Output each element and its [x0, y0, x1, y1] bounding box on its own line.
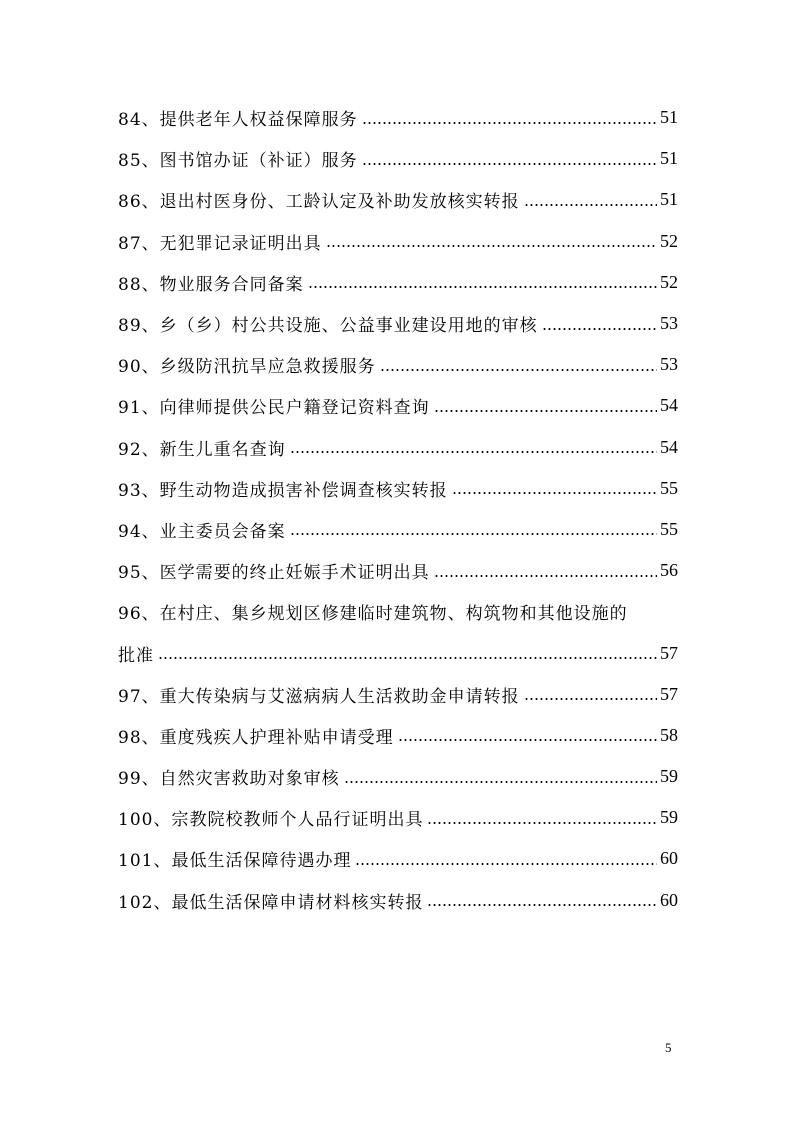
toc-dot-leader: [524, 204, 657, 206]
toc-entry-title: 批准: [118, 645, 154, 666]
toc-entry-page: 51: [660, 189, 678, 210]
toc-dot-leader: [344, 781, 657, 783]
toc-dot-leader: [452, 492, 657, 494]
toc-entry-page: 60: [660, 848, 678, 869]
toc-entry-page: 60: [660, 889, 678, 910]
page-number: 5: [665, 1040, 672, 1055]
toc-dot-leader: [290, 533, 657, 535]
toc-entry[interactable]: [118, 385, 678, 426]
toc-entry-page: 51: [660, 107, 678, 128]
toc-entry[interactable]: [118, 179, 678, 220]
toc-dot-leader: [380, 369, 657, 371]
toc-dot-leader: [398, 739, 657, 741]
toc-dot-leader: [434, 575, 657, 577]
toc-entry[interactable]: [118, 509, 678, 550]
toc-entry-page: 58: [660, 724, 678, 745]
toc-entry[interactable]: [118, 838, 678, 879]
toc-dot-leader: [355, 863, 657, 865]
toc-entry-title: 95、医学需要的终止妊娠手术证明出具: [118, 563, 430, 584]
toc-entry-title: 86、退出村医身份、工龄认定及补助发放核实转报: [118, 192, 520, 213]
toc-entry-title: 85、图书馆办证（补证）服务: [118, 151, 358, 172]
toc-entry-page: 54: [660, 436, 678, 457]
toc-entry[interactable]: [118, 550, 678, 591]
toc-entry-page: 54: [660, 395, 678, 416]
toc-entry-title: 90、乡级防汛抗旱应急救援服务: [118, 357, 376, 378]
toc-dot-leader: [362, 122, 657, 124]
toc-dot-leader: [434, 410, 657, 412]
toc-entry[interactable]: [118, 715, 678, 756]
toc-entry[interactable]: [118, 427, 678, 468]
toc-dot-leader: [308, 286, 657, 288]
toc-entry[interactable]: [118, 97, 678, 138]
toc-entry-page: 55: [660, 477, 678, 498]
toc-entry-page: 57: [660, 642, 678, 663]
toc-entry-title: 92、新生儿重名查询: [118, 439, 286, 460]
toc-entry-page: 55: [660, 518, 678, 539]
toc-entry-title: 99、自然灾害救助对象审核: [118, 769, 340, 790]
toc-entry-page: 53: [660, 313, 678, 334]
toc-entry[interactable]: [118, 797, 678, 838]
toc-entry[interactable]: [118, 674, 678, 715]
toc-entry-page: 56: [660, 560, 678, 581]
toc-entry-page: 59: [660, 807, 678, 828]
toc-entry[interactable]: [118, 344, 678, 385]
toc-entry-title: 89、乡（乡）村公共设施、公益事业建设用地的审核: [118, 316, 538, 337]
toc-entry[interactable]: [118, 468, 678, 509]
toc-entry-title: 97、重大传染病与艾滋病病人生活救助金申请转报: [118, 686, 520, 707]
toc-entry-page: 57: [660, 683, 678, 704]
toc-entry-page: 59: [660, 766, 678, 787]
toc-entry-title: 98、重度残疾人护理补贴申请受理: [118, 727, 394, 748]
table-of-contents: [118, 97, 678, 921]
toc-dot-leader: [542, 328, 657, 330]
toc-entry-title: 87、无犯罪记录证明出具: [118, 233, 322, 254]
toc-entry[interactable]: [118, 880, 678, 921]
toc-entry-page: 51: [660, 148, 678, 169]
toc-entry-title: 91、向律师提供公民户籍登记资料查询: [118, 398, 430, 419]
toc-entry[interactable]: [118, 591, 678, 632]
toc-entry[interactable]: [118, 756, 678, 797]
toc-entry[interactable]: [118, 138, 678, 179]
toc-entry[interactable]: [118, 262, 678, 303]
toc-entry[interactable]: [118, 303, 678, 344]
toc-entry-page: 52: [660, 230, 678, 251]
toc-dot-leader: [290, 451, 657, 453]
toc-dot-leader: [524, 698, 657, 700]
toc-entry-title: 84、提供老年人权益保障服务: [118, 110, 358, 131]
toc-entry[interactable]: [118, 632, 678, 673]
toc-entry-page: 52: [660, 271, 678, 292]
toc-entry-title: 88、物业服务合同备案: [118, 274, 304, 295]
toc-dot-leader: [326, 245, 657, 247]
toc-dot-leader: [158, 657, 657, 659]
toc-entry-title: 93、野生动物造成损害补偿调查核实转报: [118, 480, 448, 501]
toc-dot-leader: [362, 163, 657, 165]
toc-entry-title: 101、最低生活保障待遇办理: [118, 851, 352, 872]
toc-entry-title: 102、最低生活保障申请材料核实转报: [118, 892, 424, 913]
toc-entry-title: 94、业主委员会备案: [118, 521, 286, 542]
toc-dot-leader: [427, 904, 657, 906]
toc-dot-leader: [427, 822, 657, 824]
toc-entry-page: 53: [660, 354, 678, 375]
toc-entry-title: 96、在村庄、集乡规划区修建临时建筑物、构筑物和其他设施的: [118, 604, 628, 625]
toc-entry[interactable]: [118, 221, 678, 262]
toc-entry-title: 100、宗教院校教师个人品行证明出具: [118, 810, 424, 831]
